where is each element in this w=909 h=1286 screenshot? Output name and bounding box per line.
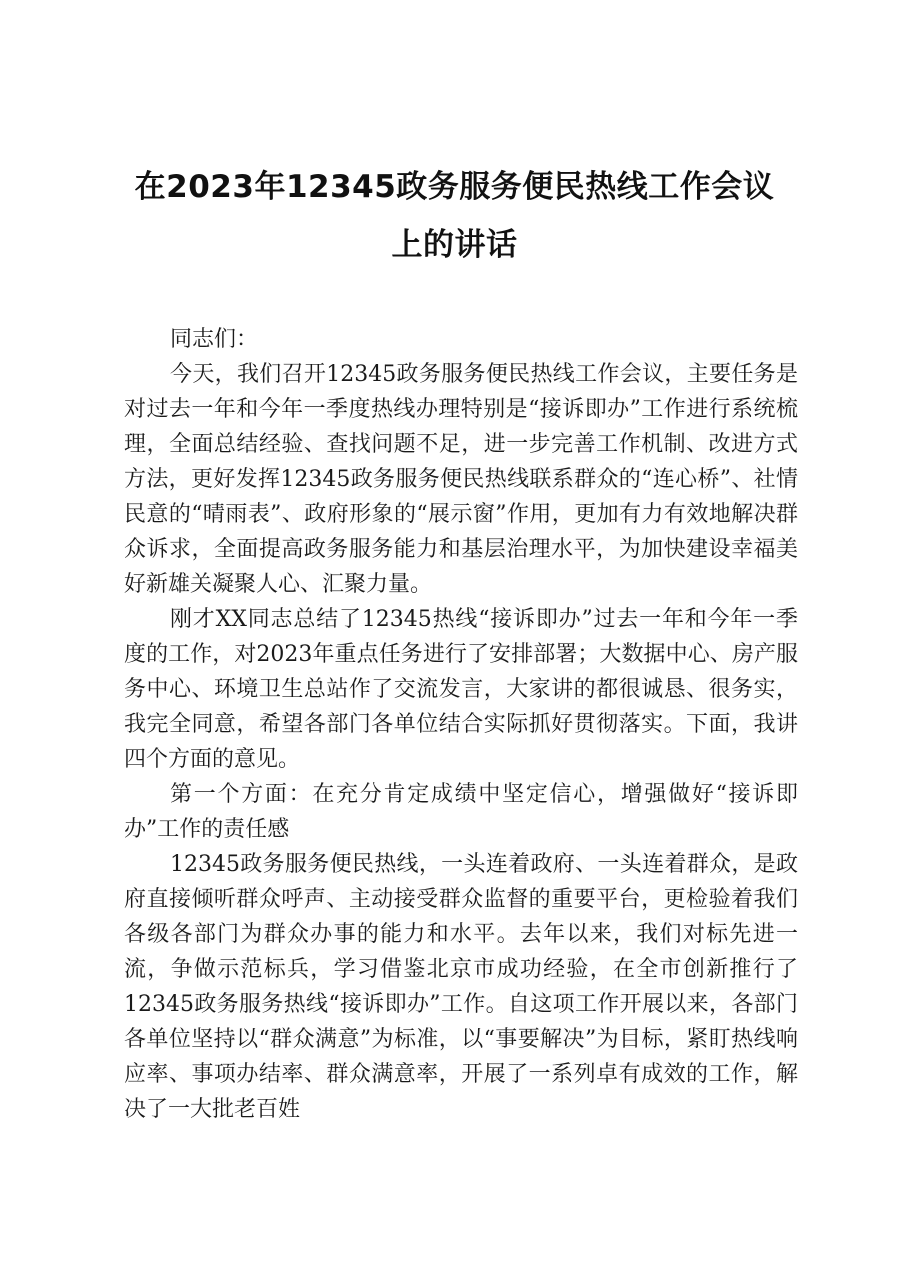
document-title bbox=[110, 158, 799, 274]
document-body bbox=[124, 322, 798, 1127]
title-line-1: 在2023年12345政务服务便民热线工作会议 bbox=[134, 169, 775, 205]
body-paragraph: 刚才XX同志总结了12345热线“接诉即办”过去一年和今年一季度的工作，对2023年重点任务进行了安排部署；大数据中心、房产服务中心、环境卫生总站作了交流发言，大家讲的都很诚恳、很务实，我完全同意，希望各部门各单位结合实际抓好贯彻落实。下面，我讲四个方面的意见。 bbox=[124, 607, 798, 772]
section-heading-paragraph: 第一个方面：在充分肯定成绩中坚定信心，增强做好“接诉即办”工作的责任感 bbox=[124, 782, 798, 842]
title-line-2: 上的讲话 bbox=[391, 227, 518, 263]
salutation-paragraph: 同志们： bbox=[170, 327, 259, 352]
body-paragraph: 12345政务服务便民热线，一头连着政府、一头连着群众，是政府直接倾听群众呼声、主动接受群众监督的重要平台，更检验着我们各级各部门为群众办事的能力和水平。去年以来，我们对标先进一流，争做示范标兵，学习借鉴北京市成功经验，在全市创新推行了12345政务服务热线“接诉即办”工作。自这项工作开展以来，各部门各单位坚持以“群众满意”为标准，以“事要解决”为目标，紧盯热线响应率、事项办结率、群众满意率，开展了一系列卓有成效的工作，解决了一大批老百姓 bbox=[124, 852, 798, 1122]
body-paragraph: 今天，我们召开12345政务服务便民热线工作会议，主要任务是对过去一年和今年一季度热线办理特别是“接诉即办”工作进行系统梳理，全面总结经验、查找问题不足，进一步完善工作机制、改进方式方法，更好发挥12345政务服务便民热线联系群众的“连心桥”、社情民意的“晴雨表”、政府形象的“展示窗”作用，更加有力有效地解决群众诉求，全面提高政务服务能力和基层治理水平，为加快建设幸福美好新雄关凝聚人心、汇聚力量。 bbox=[124, 362, 798, 597]
